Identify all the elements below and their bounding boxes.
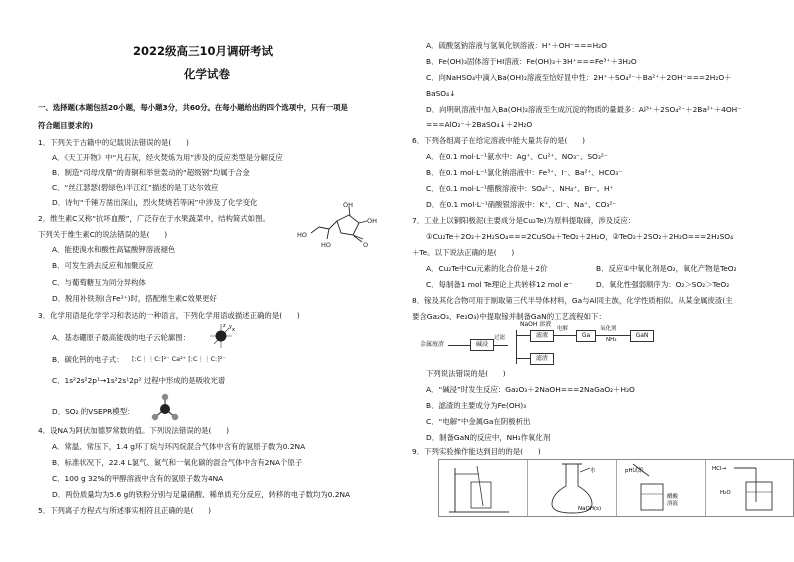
q7-stem-cont: ＋Te。以下说法正确的是( ) (412, 248, 515, 257)
oh-label-1: OH (343, 201, 354, 209)
q7-option-b[interactable]: B．反应①中氧化剂是O₂，氧化产物是TeO₂ (596, 264, 737, 273)
q4-option-b[interactable]: B．标准状况下，22.4 L氯气、氮气和一氧化碳的混合气体中含有2NA个原子 (52, 458, 303, 467)
axis-y: y (229, 324, 232, 330)
q4-stem: 4．设NA为阿伏加德罗常数的值。下列说法错误的是( ) (38, 426, 230, 435)
q5-option-b[interactable]: B．Fe(OH)₃固体溶于HI溶液：Fe(OH)₃＋3H⁺===Fe³⁺＋3H₂O (426, 57, 637, 66)
q7-option-a[interactable]: A．Cu₂Te中Cu元素的化合价是＋2价 (426, 264, 548, 273)
ph-paper-label: pH试纸 (625, 468, 644, 474)
q3-option-d[interactable]: D．SO₂ 的VSEPR模型： (52, 407, 135, 416)
axis-z: z (223, 323, 226, 329)
q5-stem: 5．下列离子方程式与所述事实相符且正确的是( ) (38, 506, 212, 515)
q1-option-d[interactable]: D．诗句“千锤万凿出深山，烈火焚烧若等闲”中涉及了化学变化 (52, 198, 258, 207)
q7-stem-reactions: ①Cu₂Te＋2O₂＋2H₂SO₄===2CuSO₄＋TeO₂＋2H₂O，②TeO₂＋2SO₂＋2H₂O===2H₂SO₄ (426, 232, 734, 241)
calcium-carbide-electron-formula: [:C⋮⋮C:]²⁻ Ca²⁺ [:C⋮⋮C:]²⁻ (132, 355, 226, 363)
water-h2o-label: H₂O (720, 490, 731, 496)
q3-option-c[interactable]: C．1s²2s²2p¹→1s²2s¹2p² 过程中形成的是吸收光谱 (52, 376, 226, 385)
q8-option-d[interactable]: D．制备GaN的反应中，NH₃作氧化剂 (426, 433, 551, 442)
q3-option-b[interactable]: B．碳化钙的电子式： (52, 355, 124, 364)
gallium-process-flowchart (420, 322, 660, 368)
apparatus-c (617, 460, 705, 516)
q2-option-b[interactable]: B．可发生消去反应和加聚反应 (52, 261, 154, 270)
flow-electrolysis-label: 电解 (557, 326, 569, 332)
q6-option-c[interactable]: C．在0.1 mol·L⁻¹醋酸溶液中：SO₄²⁻、NH₄⁺、Br⁻、H⁺ (426, 184, 614, 193)
q1-stem: 1．下列关于古籍中的记载说法错误的是( ) (38, 138, 189, 147)
q7-option-c[interactable]: C．每制备1 mol Te理论上共转移12 mol e⁻ (426, 280, 573, 289)
q8-stem-cont: 要含Ga₂O₃、Fe₂O₃)中提取镓并制备GaN的工艺流程如下： (412, 312, 606, 321)
acetic-acid-label: 醋酸 (667, 494, 679, 500)
q6-option-d[interactable]: D．在0.1 mol·L⁻¹硝酸银溶液中：K⁺、Cl⁻、Na⁺、CO₃²⁻ (426, 200, 617, 209)
oh-label-2: OH (367, 217, 378, 225)
ho-label-2: HO (297, 231, 308, 239)
q1-option-a[interactable]: A．《天工开物》中“凡石灰，经火焚炼为用”涉及的反应类型是分解反应 (52, 153, 283, 162)
ho-label-1: HO (321, 241, 332, 249)
q8-option-a[interactable]: A．“碱浸”时发生反应：Ga₂O₃＋2NaOH===2NaGaO₂＋H₂O (426, 385, 635, 394)
vitamin-c-structure (297, 201, 379, 253)
apparatus-b (528, 460, 616, 516)
section1-instruction: 一、选择题(本题包括20小题，每小题3分，共60分。在每小题给出的四个选项中，只有一项是 (38, 103, 348, 112)
q6-option-b[interactable]: B．在0.1 mol·L⁻¹氯化钠溶液中：Fe³⁺、I⁻、Ba²⁺、HCO₃⁻ (426, 168, 623, 177)
so2-vsepr-model (150, 392, 180, 426)
flow-waste-label: 金属废渣 (420, 341, 445, 348)
q8-question: 下列说法错误的是( ) (426, 369, 506, 378)
q8-option-c[interactable]: C．“电解”中金属Ga在阴极析出 (426, 417, 531, 426)
flow-filtrate-box: 滤液 (530, 330, 554, 342)
flow-residue-box: 滤渣 (530, 353, 554, 365)
q8-stem: 8．镓及其化合物可用于制取第三代半导体材料，Ga与Al同主族，化学性质相似。从某金属废渣(主 (412, 296, 733, 305)
q6-stem: 6．下列各组离子在给定溶液中能大量共存的是( ) (412, 136, 586, 145)
flow-gan-box: GaN (630, 330, 654, 342)
apparatus-figures (438, 459, 794, 517)
q3-option-a[interactable]: A．基态硼原子最高能级的电子云轮廓图： (52, 333, 191, 342)
q9-stem: 9．下列实验操作能达到目的的是( ) (412, 447, 541, 456)
q3-stem: 3．化学用语是化学学习和表达的一种语言，下列化学用语或描述正确的是( ) (38, 311, 300, 320)
solution-label: 溶液 (667, 501, 679, 507)
q6-option-a[interactable]: A．在0.1 mol·L⁻¹氨水中：Ag⁺、Cu²⁺、NO₃⁻、SO₃²⁻ (426, 152, 608, 161)
o-label: O (363, 241, 369, 249)
q5-option-d-cont: ===AlO₂⁻＋2BaSO₄↓＋2H₂O (426, 120, 533, 129)
exam-title: 2022级高三10月调研考试 (133, 44, 274, 58)
q2-option-c[interactable]: C．与葡萄糖互为同分异构体 (52, 278, 146, 287)
q5-option-c[interactable]: C．向NaHSO₄中滴入Ba(OH)₂溶液至恰好显中性：2H⁺＋SO₄²⁻＋Ba²⁺＋2OH⁻===2H₂O＋ (426, 73, 732, 82)
hcl-label: HCl→ (712, 466, 727, 472)
q4-option-d[interactable]: D．两份质量均为5.6 g的铁粉分别与足量硝酸、稀单质充分反应，转移的电子数均为0.2NA (52, 490, 351, 499)
section1-instruction-cont: 符合题目要求的) (38, 121, 94, 130)
q5-option-d[interactable]: D．向明矾溶液中加入Ba(OH)₂溶液至生成沉淀的物质的量最多：Al³⁺＋2SO₄²⁻＋2Ba²⁺＋4OH⁻ (426, 105, 742, 114)
flow-nh3-label: NH₃ (606, 337, 617, 343)
q2-stem: 2．维生素C又称“抗坏血酸”，广泛存在于水果蔬菜中，结构简式如图。 (38, 214, 270, 223)
flow-leach-box: 碱浸 (470, 339, 494, 351)
q2-option-d[interactable]: D．脱用补铁剂(含Fe²⁺)时，搭配维生素C效果更好 (52, 294, 217, 303)
q8-option-b[interactable]: B．滤渣的主要成分为Fe(OH)₃ (426, 401, 527, 410)
naoh-solid-label: NaOH(s) (578, 506, 602, 512)
flow-oxidant-label: 氧化剂 (600, 326, 617, 332)
q5-option-a[interactable]: A．硫酸氢钠溶液与氢氧化钡溶液：H⁺＋OH⁻===H₂O (426, 41, 607, 50)
apparatus-a (439, 460, 527, 516)
q1-option-b[interactable]: B．制造“司母戊鼎”的青铜和举世轰动的“超级钢”均属于合金 (52, 168, 250, 177)
q2-option-a[interactable]: A．能使溴水和酸性高锰酸钾溶液褪色 (52, 245, 176, 254)
right-column (400, 0, 794, 562)
q4-option-c[interactable]: C．100 g 32%的甲醇溶液中含有的氢原子数为4NA (52, 474, 224, 483)
q4-option-a[interactable]: A．常温、常压下，1.4 g环丁烷与环丙烷混合气体中含有的氢原子数为0.2NA (52, 442, 306, 451)
flow-naoh-label: NaOH 溶液 (520, 321, 552, 328)
apparatus-d (706, 460, 792, 516)
q7-stem: 7．工业上以铜阳极泥(主要成分是Cu₂Te)为原料提取碲，涉及反应： (412, 216, 636, 225)
axis-x: x (232, 327, 235, 333)
flow-ga-box: Ga (576, 330, 596, 342)
q7-option-d[interactable]: D．氧化性强弱顺序为：O₂＞SO₂＞TeO₂ (596, 280, 730, 289)
water-label: 水 (590, 468, 596, 474)
p-orbital-diagram (204, 322, 238, 350)
q1-option-c[interactable]: C．“丝江瑟瑟(碧绿色)半江红”描述的是丁达尔效应 (52, 183, 219, 192)
q5-option-c-cont: BaSO₄↓ (426, 89, 456, 98)
q2-stem-cont: 下列关于维生素C的说法错误的是( ) (38, 230, 168, 239)
flow-filter-label: 过滤 (494, 335, 506, 341)
exam-subtitle: 化学试卷 (184, 67, 230, 81)
